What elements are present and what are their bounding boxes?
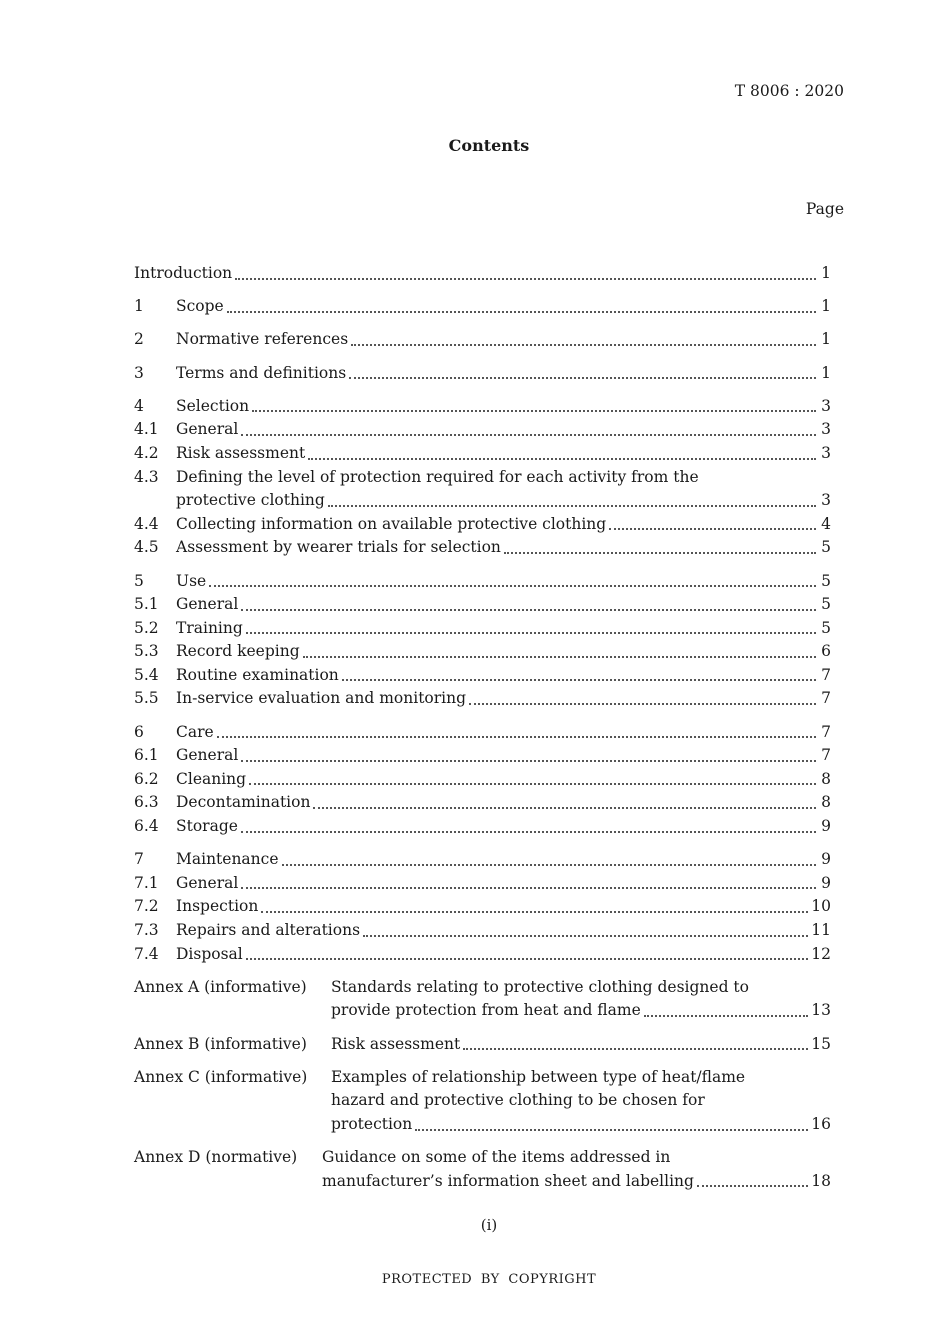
toc-entry-page: 5 [821,618,831,637]
toc-entry-6-2[interactable] [134,768,831,792]
toc-entry-page: 1 [821,330,831,349]
annex-label: Annex C (informative) [134,1067,308,1086]
page-title: Contents [448,136,530,155]
toc-entry-page: 8 [821,769,831,788]
toc-entry-text: Terms and definitions [176,363,347,382]
toc-entry-number: 5.5 [134,689,159,708]
toc-entry-text: Decontamination [176,793,311,812]
dot-leader [349,371,816,379]
toc-entry-number: 6.3 [134,793,159,812]
toc-entry-page: 9 [821,850,831,869]
toc-entry-number: 4 [134,396,144,415]
dot-leader [241,428,816,436]
toc-entry-page: 16 [811,1114,831,1133]
toc-entry-page: 1 [821,297,831,316]
toc-entry-page: 3 [821,443,831,462]
toc-entry-number: 4.2 [134,443,159,462]
toc-entry-page: 13 [811,1001,831,1020]
toc-entry-page: 9 [821,817,831,836]
toc-entry-annex-c[interactable] [134,1066,831,1137]
toc-entry-number: 5 [134,571,144,590]
toc-entry-7-2[interactable] [134,895,831,919]
dot-leader [609,522,816,530]
toc-entry-text: protection [331,1114,413,1133]
toc-entry-page: 11 [811,921,831,939]
toc-entry-number: 6.1 [134,746,159,765]
table-of-contents [134,262,831,1193]
toc-entry-page: 7 [821,722,831,741]
dot-leader [241,881,816,889]
annex-label: Annex A (informative) [134,977,307,996]
toc-entry-text: Use [176,571,207,590]
toc-entry-page: 3 [821,420,831,439]
toc-entry-number: 7.2 [134,897,159,916]
toc-entry-text: General [176,873,239,892]
toc-entry-5-5[interactable] [134,687,831,711]
toc-entry-text: In-service evaluation and monitoring [176,689,467,708]
dot-leader [241,754,816,762]
toc-entry-introduction[interactable] [134,262,831,286]
dot-leader [342,673,816,681]
toc-entry-4-2[interactable] [134,442,831,466]
toc-entry-6[interactable] [134,721,831,745]
toc-entry-page: 15 [811,1034,831,1053]
toc-entry-text: Record keeping [176,642,300,661]
dot-leader [303,650,816,658]
dot-leader [644,1009,809,1017]
toc-entry-text: Standards relating to protective clothing designed to [331,977,749,996]
toc-entry-text: Risk assessment [176,443,306,462]
dot-leader [282,858,816,866]
toc-entry-page: 4 [821,514,831,533]
dot-leader [241,603,816,611]
toc-entry-annex-a[interactable] [134,976,831,1023]
toc-entry-4-5[interactable] [134,536,831,560]
dot-leader [217,730,816,738]
dot-leader [227,305,816,313]
dot-leader [209,579,816,587]
dot-leader [351,338,816,346]
dot-leader [252,404,816,412]
annex-label: Annex D (normative) [134,1148,298,1167]
toc-entry-page: 18 [811,1171,831,1190]
toc-entry-4-1[interactable] [134,418,831,442]
toc-entry-text: Normative references [176,330,349,349]
dot-leader [246,626,816,634]
dot-leader [261,905,808,913]
dot-leader [697,1179,808,1187]
toc-entry-number: 7.1 [134,873,159,892]
toc-entry-number: 6.4 [134,817,159,836]
toc-entry-text: Repairs and alterations [176,921,361,939]
toc-entry-text: hazard and protective clothing to be chosen for [331,1091,705,1110]
toc-entry-page: 7 [821,665,831,684]
toc-entry-text: manufacturer’s information sheet and labelling [322,1171,694,1190]
toc-entry-page: 6 [821,642,831,661]
annex-label: Annex B (informative) [134,1034,307,1053]
toc-entry-4-3[interactable] [134,466,831,490]
dot-leader [415,1123,808,1131]
toc-entry-text: Cleaning [176,769,247,788]
toc-entry-text: Collecting information on available protective clothing [176,514,607,533]
toc-entry-page: 8 [821,793,831,812]
dot-leader [469,697,816,705]
toc-entry-number: 2 [134,330,144,349]
toc-entry-text: Risk assessment [331,1034,461,1053]
dot-leader [328,499,816,507]
toc-entry-text: Scope [176,297,224,316]
toc-entry-page: 5 [821,595,831,614]
toc-entry-annex-d[interactable] [134,1146,831,1193]
toc-entry-number: 6 [134,722,144,741]
toc-entry-number: 6.2 [134,769,159,788]
toc-entry-text: Care [176,722,214,741]
toc-entry-number: 5.4 [134,665,159,684]
toc-entry-text: Disposal [176,944,243,963]
toc-entry-5-4[interactable] [134,664,831,688]
dot-leader [363,929,808,937]
toc-entry-page: 5 [821,538,831,557]
toc-entry-text: General [176,420,239,439]
toc-entry-5-3[interactable] [134,640,831,664]
toc-entry-text: General [176,595,239,614]
toc-entry-number: 5.2 [134,618,159,637]
toc-entry-7[interactable] [134,848,831,872]
dot-leader [504,546,816,554]
toc-entry-number: 4.1 [134,420,159,439]
toc-entry-7-3[interactable] [134,919,831,943]
toc-entry-text: Examples of relationship between type of heat/flame [331,1067,746,1086]
toc-entry-text: Storage [176,817,238,836]
toc-entry-number: 4.3 [134,467,159,486]
toc-entry-5[interactable] [134,570,831,594]
toc-entry-text: Inspection [176,897,259,916]
toc-entry-text: Maintenance [176,850,279,869]
toc-entry-6-4[interactable] [134,815,831,839]
toc-entry-7-4[interactable] [134,943,831,967]
toc-entry-text: Defining the level of protection required for each activity from the [176,467,699,486]
toc-entry-page: 3 [821,396,831,415]
toc-entry-page: 12 [811,944,831,963]
toc-entry-text: Assessment by wearer trials for selection [176,538,501,557]
toc-entry-page: 10 [811,897,831,916]
page-number: (i) [480,1216,498,1234]
toc-entry-number: 7 [134,850,144,869]
toc-entry-5-2[interactable] [134,617,831,641]
dot-leader [241,825,816,833]
toc-entry-6-3[interactable] [134,791,831,815]
toc-entry-number: 4.4 [134,514,159,533]
toc-entry-text: Guidance on some of the items addressed in [322,1148,671,1167]
copyright-notice: PROTECTED BY COPYRIGHT [381,1272,597,1287]
toc-entry-2[interactable] [134,328,831,352]
toc-entry-text: Introduction [134,264,233,282]
toc-entry-4-4[interactable] [134,513,831,537]
toc-entry-number: 4.5 [134,538,159,557]
toc-entry-number: 5.1 [134,595,159,614]
toc-entry-page: 7 [821,689,831,708]
toc-entry-text: General [176,746,239,765]
toc-entry-page: 3 [821,491,831,510]
toc-entry-number: 3 [134,363,144,382]
toc-entry-3[interactable] [134,362,831,386]
toc-entry-4-3-continued[interactable] [134,489,831,513]
toc-entry-5-1[interactable] [134,593,831,617]
dot-leader [249,777,816,785]
toc-entry-page: 1 [821,264,831,282]
toc-entry-number: 7.4 [134,944,159,963]
toc-entry-4[interactable] [134,395,831,419]
toc-entry-text: Routine examination [176,665,339,684]
toc-entry-annex-b[interactable] [134,1033,831,1057]
toc-entry-7-1[interactable] [134,872,831,896]
dot-leader [235,272,816,280]
page-column-label: Page [805,200,844,218]
toc-entry-page: 5 [821,571,831,590]
dot-leader [308,452,816,460]
toc-entry-text: Selection [176,396,250,415]
toc-entry-page: 1 [821,363,831,382]
toc-entry-text: Training [176,618,243,637]
dot-leader [246,952,809,960]
toc-entry-page: 7 [821,746,831,765]
toc-entry-1[interactable] [134,295,831,319]
toc-entry-text: provide protection from heat and flame [331,1001,641,1020]
standard-number: T 8006 : 2020 [734,82,844,100]
toc-entry-number: 7.3 [134,921,159,939]
toc-entry-text: protective clothing [176,491,325,510]
toc-entry-number: 1 [134,297,144,316]
dot-leader [313,801,816,809]
toc-entry-page: 9 [821,873,831,892]
toc-entry-number: 5.3 [134,642,159,661]
dot-leader [463,1042,808,1050]
toc-entry-6-1[interactable] [134,744,831,768]
